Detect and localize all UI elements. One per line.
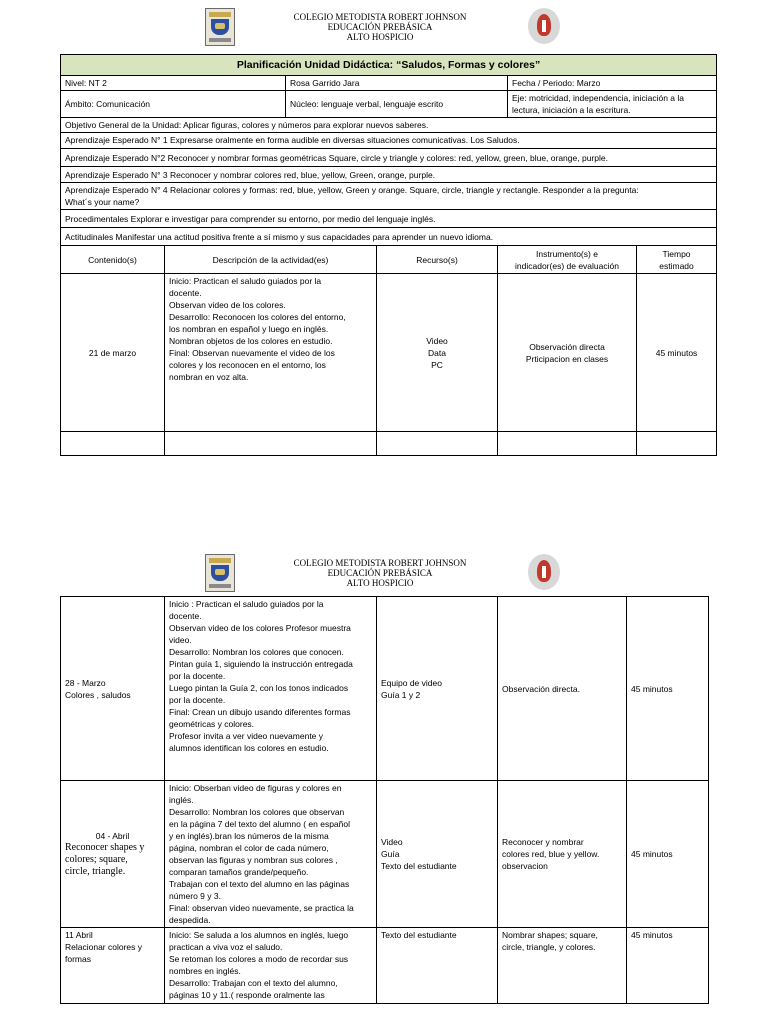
table-row — [61, 274, 717, 432]
recurso-cell — [377, 274, 498, 432]
desc-line: Final: Crean un dibujo usando diferentes formas — [169, 707, 351, 717]
instrumento-cell — [498, 274, 637, 432]
desc-line: Luego pintan la Guía 2, con los tonos indicados — [169, 683, 349, 693]
tiempo-cell: 45 minutos — [637, 274, 717, 432]
recurso-line: Video — [381, 837, 403, 847]
col-header-descripcion: Descripción de la actividad(es) — [165, 246, 377, 274]
contenido-cell — [61, 597, 165, 781]
desc-line: Desarrollo: Nombran los colores que conocen. — [169, 647, 344, 657]
desc-line: Profesor invita a ver video nuevamente y — [169, 731, 324, 741]
col-header-instrumento — [498, 246, 637, 274]
desc-line: observan las figuras y nombran sus colores , — [169, 855, 338, 865]
empty-cell — [61, 432, 165, 456]
desc-line: nombran en voz alta. — [169, 372, 249, 382]
school-city: ALTO HOSPICIO — [346, 578, 414, 588]
contenido-line: Colores , saludos — [65, 689, 131, 700]
plan-table-page1 — [60, 54, 717, 456]
contenido-line: Reconocer shapes y — [65, 842, 145, 853]
procedimentales-cell: Procedimentales Explorar e investigar para comprender su entorno, por medio del lenguaje inglés. — [61, 210, 717, 228]
methodist-emblem-logo — [528, 552, 562, 592]
aprendizaje-4-cell — [61, 183, 717, 210]
objetivo-cell: Objetivo General de la Unidad: Aplicar figuras, colores y números para explorar nuevos saberes. — [61, 118, 717, 133]
contenido-line: Relacionar colores y — [65, 942, 143, 952]
desc-line: en la página 7 del texto del alumno ( en español — [169, 819, 350, 829]
contenido-line: colores; square, — [65, 854, 128, 865]
recurso-cell: Texto del estudiante — [377, 928, 498, 1004]
contenido-cell — [61, 928, 165, 1004]
desc-line: Observan video de los colores Profesor muestra — [169, 623, 351, 633]
col-header-tiempo-l2: estimado — [659, 260, 694, 271]
recurso-line: Data — [428, 347, 446, 358]
instrumento-line: Reconocer y nombrar — [502, 837, 584, 847]
contenido-line: 28 - Marzo — [65, 677, 106, 688]
recurso-line: Texto del estudiante — [381, 861, 457, 871]
contenido-line: 11 Abril — [65, 930, 93, 940]
empty-cell — [165, 432, 377, 456]
table-row — [61, 597, 709, 781]
desc-line: alumnos identifican los colores en estudio. — [169, 743, 329, 753]
instrumento-line: Nombrar shapes; square, — [502, 930, 598, 940]
recurso-line: Equipo de video — [381, 677, 442, 688]
recurso-cell — [377, 597, 498, 781]
contenido-line: circle, triangle. — [65, 866, 126, 877]
empty-cell — [637, 432, 717, 456]
desc-line: número 9 y 3. — [169, 891, 221, 901]
table-row — [61, 781, 709, 928]
aprendizaje-2-cell: Aprendizaje Esperado N°2 Reconocer y nombrar formas geométricas Square, circle y triangle y colores: red, yellow, green, blue, orange, purple. — [61, 149, 717, 167]
teacher-cell: Rosa Garrido Jara — [286, 76, 508, 91]
school-city: ALTO HOSPICIO — [346, 32, 414, 42]
plan-table-page2 — [60, 596, 709, 1004]
recurso-cell — [377, 781, 498, 928]
desc-line: docente. — [169, 288, 202, 298]
aprendizaje-1-cell: Aprendizaje Esperado N° 1 Expresarse oralmente en forma audible en diversas situaciones comunicativas. Los Saludos. — [61, 133, 717, 149]
desc-line: por la docente. — [169, 671, 226, 681]
instrumento-cell — [498, 928, 627, 1004]
instrumento-cell: Observación directa. — [498, 597, 627, 781]
desc-line: docente. — [169, 611, 202, 621]
school-name-block — [260, 12, 500, 42]
instrumento-line: circle, triangle, y colores. — [502, 942, 596, 952]
school-crest-logo — [205, 554, 235, 592]
page1-header — [0, 0, 768, 50]
recurso-line: PC — [431, 359, 443, 370]
descripcion-cell — [165, 597, 377, 781]
recurso-line: Video — [426, 335, 448, 346]
desc-line: geométricas y colores. — [169, 719, 255, 729]
school-level: EDUCACIÓN PREBÁSICA — [327, 22, 433, 32]
aprendizaje-3-cell: Aprendizaje Esperado N° 3 Reconocer y nombrar colores red, blue, yellow, Green, orange, purple. — [61, 167, 717, 183]
desc-line: páginas 10 y 11.( responde oralmente las — [169, 990, 325, 1000]
empty-cell — [498, 432, 637, 456]
table-row-empty — [61, 432, 717, 456]
ambito-cell: Ámbito: Comunicación — [61, 91, 286, 118]
descripcion-cell — [165, 274, 377, 432]
col-header-instrumento-l2: indicador(es) de evaluación — [515, 260, 619, 271]
desc-line: Final: Observan nuevamente el video de los — [169, 348, 335, 358]
tiempo-cell: 45 minutos — [627, 781, 709, 928]
desc-line: Inicio: Obserban video de figuras y colores en — [169, 783, 342, 793]
desc-line: Inicio: Practican el saludo guiados por la — [169, 276, 322, 286]
instrumento-line: observacion — [502, 861, 548, 871]
col-header-tiempo — [637, 246, 717, 274]
aprendizaje-4-line2: What´s your name? — [65, 197, 140, 207]
contenido-line: formas — [65, 954, 91, 964]
instrumento-cell — [498, 781, 627, 928]
school-level: EDUCACIÓN PREBÁSICA — [327, 568, 433, 578]
desc-line: Desarrollo: Reconocen los colores del entorno, — [169, 312, 346, 322]
desc-line: Desarrollo: Trabajan con el texto del alumno, — [169, 978, 338, 988]
page2-header — [0, 546, 768, 596]
nucleo-cell: Núcleo: lenguaje verbal, lenguaje escrito — [286, 91, 508, 118]
desc-line: y en inglés).bran los números de la misma — [169, 831, 329, 841]
tiempo-cell: 45 minutos — [627, 597, 709, 781]
eje-cell: Eje: motricidad, independencia, iniciación a la lectura, iniciación a la escritura. — [508, 91, 717, 118]
instrumento-line: Prticipacion en clases — [525, 353, 609, 364]
recurso-line: Guía 1 y 2 — [381, 689, 421, 700]
tiempo-cell: 45 minutos — [627, 928, 709, 1004]
contenido-line: 04 - Abril — [95, 831, 130, 841]
desc-line: los nombran en español y luego en inglés. — [169, 324, 329, 334]
desc-line: colores y los reconocen en el entorno, los — [169, 360, 326, 370]
empty-cell — [377, 432, 498, 456]
desc-line: Nombran objetos de los colores en estudio. — [169, 336, 333, 346]
desc-line: Pintan guía 1, siguiendo la instrucción entregada — [169, 659, 353, 669]
school-crest-logo — [205, 8, 235, 46]
desc-line: nombres en inglés. — [169, 966, 241, 976]
contenido-cell — [61, 781, 165, 928]
fecha-cell: Fecha / Periodo: Marzo — [508, 76, 717, 91]
desc-line: despedida. — [169, 915, 211, 925]
desc-line: por la docente. — [169, 695, 226, 705]
descripcion-cell — [165, 781, 377, 928]
desc-line: Se retoman los colores a modo de recordar sus — [169, 954, 349, 964]
methodist-emblem-logo — [528, 6, 562, 46]
desc-line: Trabajan con el texto del alumno en las páginas — [169, 879, 350, 889]
recurso-line: Guía — [381, 849, 400, 859]
instrumento-line: colores red, blue y yellow. — [502, 849, 600, 859]
col-header-contenido: Contenido(s) — [61, 246, 165, 274]
plan-title: Planificación Unidad Didáctica: “Saludos, Formas y colores” — [61, 55, 717, 76]
school-name: COLEGIO METODISTA ROBERT JOHNSON — [293, 12, 467, 22]
actitudinales-cell: Actitudinales Manifestar una actitud positiva frente a sí mismo y sus capacidades para aprender un nuevo idioma. — [61, 228, 717, 246]
school-name-block — [260, 558, 500, 588]
col-header-instrumento-l1: Instrumento(s) e — [536, 248, 598, 259]
desc-line: video. — [169, 635, 192, 645]
contenido-cell: 21 de marzo — [61, 274, 165, 432]
desc-line: Final: observan video nuevamente, se practica la — [169, 903, 354, 913]
desc-line: Inicio : Practican el saludo guiados por la — [169, 599, 324, 609]
desc-line: comparan tamaños grande/pequeño. — [169, 867, 309, 877]
desc-line: inglés. — [169, 795, 194, 805]
col-header-tiempo-l1: Tiempo — [662, 248, 691, 259]
col-header-recurso: Recurso(s) — [377, 246, 498, 274]
desc-line: Inicio: Se saluda a los alumnos en inglés, luego — [169, 930, 349, 940]
desc-line: página, nombran el color de cada número, — [169, 843, 329, 853]
desc-line: Observan video de los colores. — [169, 300, 286, 310]
nivel-cell: Nivel: NT 2 — [61, 76, 286, 91]
school-name: COLEGIO METODISTA ROBERT JOHNSON — [293, 558, 467, 568]
descripcion-cell — [165, 928, 377, 1004]
table-row — [61, 928, 709, 1004]
aprendizaje-4-line1: Aprendizaje Esperado N° 4 Relacionar colores y formas: red, blue, yellow, Green y orange. Square, circle, triangle y rectangle. Responder a la pregunta: — [65, 185, 639, 195]
instrumento-line: Observación directa — [529, 341, 605, 352]
desc-line: practican a viva voz el saludo. — [169, 942, 283, 952]
desc-line: Desarrollo: Nombran los colores que observan — [169, 807, 345, 817]
